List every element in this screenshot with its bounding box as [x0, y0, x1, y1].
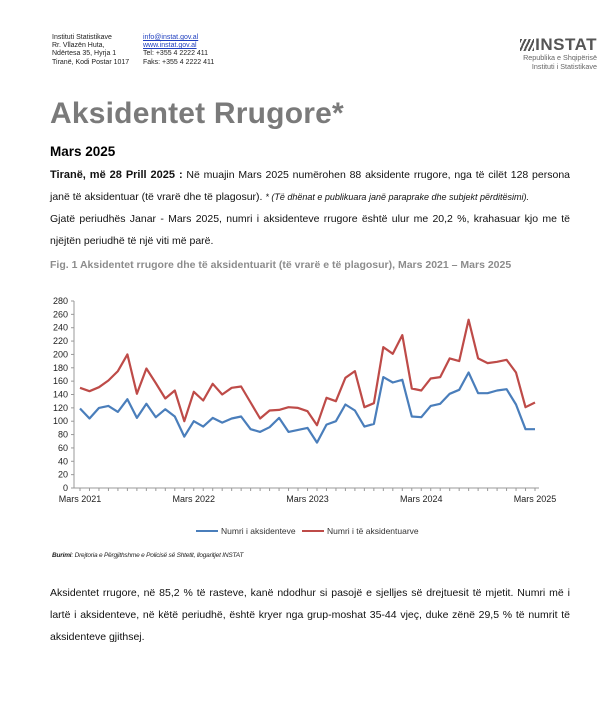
series-lines — [80, 320, 535, 443]
y-axis — [53, 296, 74, 493]
legend-swatch-blue — [196, 530, 218, 533]
series-line-1 — [80, 320, 535, 426]
address-line: Ndërtesa 35, Hyrja 1 — [52, 50, 117, 58]
y-tick-label: 120 — [52, 402, 68, 413]
y-tick-label: 100 — [52, 416, 68, 427]
logo-wordmark: INSTAT — [535, 35, 597, 54]
legend-label: Numri i të aksidentuarve — [327, 526, 419, 536]
legend-label: Numri i aksidenteve — [221, 526, 296, 536]
y-tick-label: 40 — [57, 456, 68, 467]
institute-address — [52, 34, 129, 67]
x-axis — [59, 488, 557, 504]
y-tick-label: 140 — [52, 389, 68, 400]
page-title: Aksidentet Rrugore* — [50, 97, 344, 130]
legend-swatch-red — [302, 530, 324, 533]
y-tick-label: 280 — [52, 296, 68, 306]
y-tick-label: 240 — [52, 322, 68, 333]
legend-item-injured — [302, 526, 419, 536]
y-tick-label: 20 — [57, 469, 68, 480]
fax: Faks: +355 4 2222 411 — [143, 58, 215, 66]
logo-stripes-icon — [520, 39, 534, 51]
line-chart — [40, 290, 560, 520]
legend-item-accidents — [196, 526, 296, 536]
address-line: Tiranë, Kodi Postar 1017 — [52, 58, 130, 66]
logo-line-1: Republika e Shqipërisë — [523, 53, 597, 62]
y-tick-label: 260 — [52, 309, 68, 320]
source-text: : Drejtoria e Përgjithshme e Policisë së Shtetit, llogaritjet INSTAT — [71, 552, 244, 559]
address-line: Rr. Vllazën Huta, — [52, 42, 105, 50]
x-tick-label: Mars 2024 — [399, 494, 443, 504]
intro-text: Në muajin Mars 2025 numërohen 88 aksidente rrugore, nga të cilët 128 persona janë të aksidentuar (të vrarë dhe të plagosur). — [50, 169, 570, 203]
website-link[interactable]: www.instat.gov.al — [143, 42, 197, 50]
figure-title: Fig. 1 Aksidentet rrugore dhe të aksidentuarit (të vrarë e të plagosur), Mars 2021 – Mars 2025 — [50, 259, 512, 271]
source-label: Burimi — [52, 552, 72, 559]
page-subtitle: Mars 2025 — [50, 144, 116, 159]
x-tick-label: Mars 2025 — [513, 494, 557, 504]
findings-paragraph: Aksidentet rrugore, në 85,2 % të rasteve, kanë ndodhur si pasojë e sjelljes së drejtuesit të mjetit. Numri më i lartë i aksidenteve, në këtë periudhë, është kryer nga grup-moshat 35-44 vjeç, duke zënë 29,5 % të numrit të aksidenteve gjithsej. — [50, 587, 570, 643]
telephone: Tel: +355 4 2222 411 — [143, 50, 209, 58]
dateline: Tiranë, më 28 Prill 2025 : — [50, 169, 183, 181]
instat-logo — [517, 36, 597, 71]
logo-line-2: Instituti i Statistikave — [531, 61, 597, 71]
institute-contacts — [143, 34, 214, 67]
x-tick-label: Mars 2022 — [172, 494, 216, 504]
series-line-0 — [80, 373, 535, 443]
x-tick-label: Mars 2021 — [58, 494, 102, 504]
email-link[interactable]: info@instat.gov.al — [143, 34, 199, 41]
y-tick-label: 180 — [52, 362, 68, 373]
comparison-paragraph: Gjatë periudhës Janar - Mars 2025, numri i aksidenteve rrugore është ulur me 20,2 %, krahasuar kjo me të njëjtën periudhë të një viti më parë. — [50, 213, 570, 247]
y-tick-label: 80 — [57, 429, 68, 440]
preliminary-note: * (Të dhënat e publikuara janë paraprake dhe subjekt përditësimi). — [265, 192, 530, 202]
y-tick-label: 220 — [52, 336, 68, 347]
address-line: Instituti Statistikave — [52, 34, 112, 41]
y-tick-label: 0 — [62, 483, 68, 493]
x-tick-label: Mars 2023 — [286, 494, 329, 504]
y-tick-label: 60 — [57, 442, 68, 453]
source-note — [52, 552, 243, 559]
y-tick-label: 160 — [52, 376, 68, 387]
y-tick-label: 200 — [52, 349, 68, 360]
intro-paragraph — [50, 164, 570, 208]
